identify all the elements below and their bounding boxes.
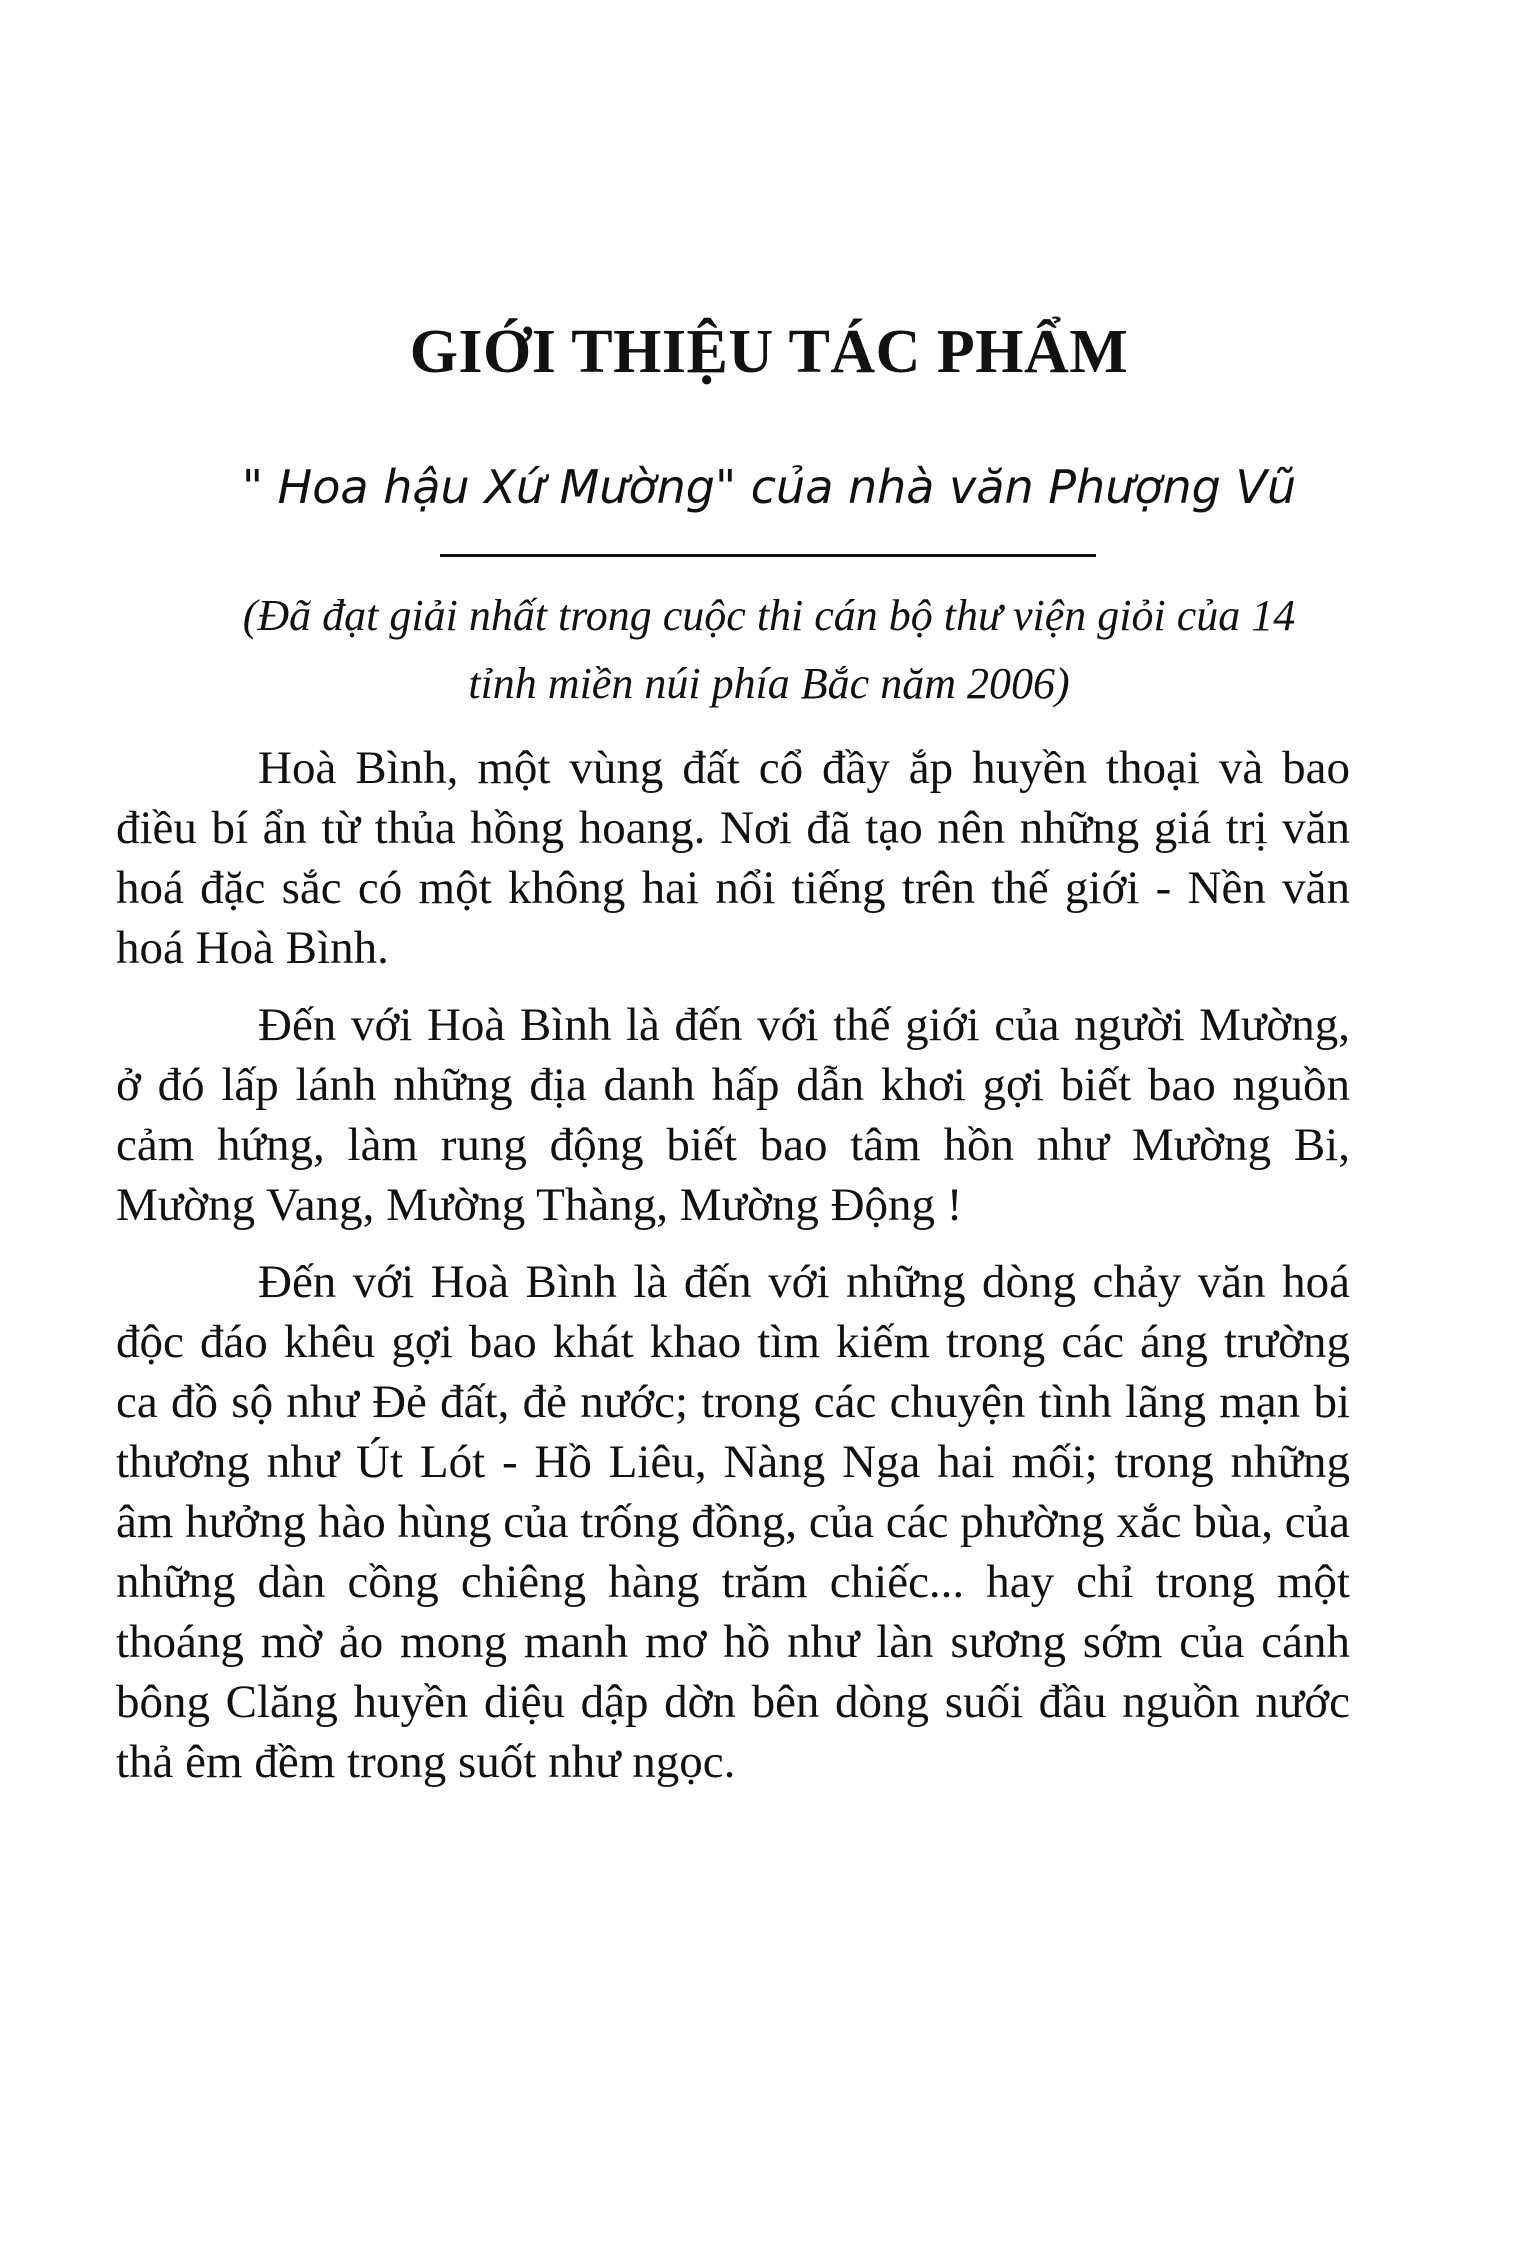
award-note-line-2: tỉnh miền núi phía Bắc năm 2006) (468, 659, 1070, 708)
paragraph-2: Đến với Hoà Bình là đến với thế giới của người Mường, ở đó lấp lánh những địa danh hấp dẫn khơi gợi biết bao nguồn cảm hứng, làm rung động biết bao tâm hồn như Mường Bi, Mường Vang, Mường Thàng, Mường Động ! (116, 999, 1350, 1231)
body-text (116, 738, 1350, 1809)
award-note-line-1: (Đã đạt giải nhất trong cuộc thi cán bộ thư viện giỏi của 14 (242, 591, 1296, 640)
divider (440, 554, 1096, 557)
paragraph-3: Đến với Hoà Bình là đến với những dòng chảy văn hoá độc đáo khêu gợi bao khát khao tìm kiếm trong các áng trường ca đồ sộ như Đẻ đất, đẻ nước; trong các chuyện tình lãng mạn bi thương như Út Lót - Hồ Liêu, Nàng Nga hai mối; trong những âm hưởng hào hùng của trống đồng, của các phường xắc bùa, của những dàn cồng chiêng hàng trăm chiếc... hay chỉ trong một thoáng mờ ảo mong manh mơ hồ như làn sương sớm của cánh bông Clăng huyền diệu dập dờn bên dòng suối đầu nguồn nước thả êm đềm trong suốt như ngọc. (116, 1256, 1350, 1788)
award-note (0, 582, 1538, 718)
page-title: GIỚI THIỆU TÁC PHẨM (409, 318, 1129, 386)
work-subtitle: " Hoa hậu Xứ Mường" của nhà văn Phượng Vũ (241, 460, 1297, 514)
paragraph-1: Hoà Bình, một vùng đất cổ đầy ắp huyền thoại và bao điều bí ẩn từ thủa hồng hoang. Nơi đã tạo nên những giá trị văn hoá đặc sắc có một không hai nổi tiếng trên thế giới - Nền văn hoá Hoà Bình. (116, 742, 1350, 974)
